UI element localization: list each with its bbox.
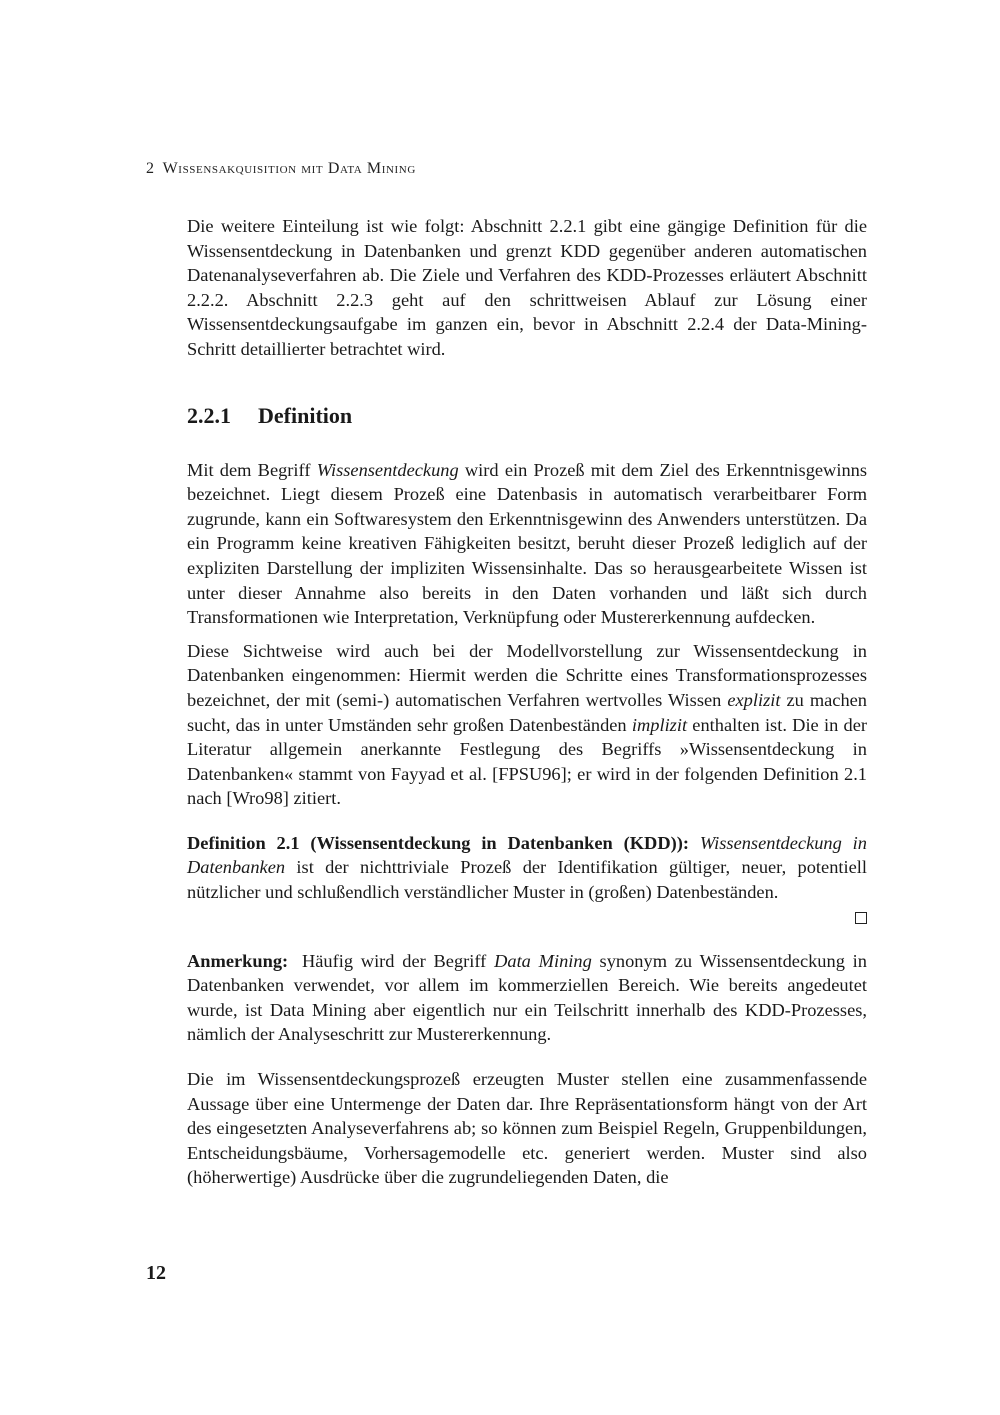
remark-block — [187, 949, 867, 1047]
section-heading — [187, 402, 867, 430]
definition-emphasis: Wissensentdeckung in Datenbanken — [187, 832, 867, 878]
text-span: enthalten ist. Die in der Literatur allgemein anerkannte Festlegung des Begriffs »Wissensentdeckung in Datenbanken« stammt von Fayyad et al. [FPSU96]; er wird in der folgenden Definition 2.1 nach [Wro98] zitiert. — [187, 714, 867, 809]
text-span: wird ein Prozeß mit dem Ziel des Erkenntnisgewinns bezeichnet. Liegt diesem Prozeß eine Datenbasis in automatisch verarbeitbarer Form zugrunde, kann ein Softwaresystem den Erkenntnisgewinn des Anwenders unterstützen. Da ein Programm keine kreativen Fähigkeiten besitzt, beruht dieser Prozeß lediglich auf der expliziten Darstellung der impliziten Wissensinhalte. Das so herausgearbeitete Wissen ist unter dieser Annahme also bereits in den Daten vorhanden und läßt sich durch Transformationen wie Interpretation, Verknüpfung oder Mustererkennung aufdecken. — [187, 459, 867, 628]
text-span: Mit dem Begriff — [187, 459, 317, 480]
page-number: 12 — [146, 1262, 166, 1284]
definition-body: ist der nichttriviale Prozeß der Identifikation gültiger, neuer, potentiell nützlicher und schlußendlich verständlicher Muster in (großen) Datenbeständen. — [187, 857, 867, 903]
patterns-paragraph: Die im Wissensentdeckungsprozeß erzeugten Muster stellen eine zusammenfassende Aussage über eine Untermenge der Daten dar. Ihre Repräsentationsform hängt von der Art des eingesetzten Analyseverfahrens ab; so können zum Beispiel Regeln, Gruppenbildungen, Entscheidungsbäume, Vorhersagemodelle etc. generiert werden. Muster sind also (höherwertige) Ausdrücke über die zugrundeliegenden Daten, die — [187, 1069, 867, 1188]
intro-paragraph: Die weitere Einteilung ist wie folgt: Abschnitt 2.2.1 gibt eine gängige Definition für die Wissensentdeckung in Datenbanken und grenzt KDD gegenüber anderen automatischen Datenanalyseverfahren ab. Die Ziele und Verfahren des KDD-Prozesses erläutert Abschnitt 2.2.2. Abschnitt 2.2.3 geht auf den schrittweisen Ablauf zur Lösung einer Wissensentdeckungsaufgabe im ganzen ein, bevor in Abschnitt 2.2.4 der Data-Mining-Schritt detaillierter betrachtet wird. — [187, 216, 867, 359]
remark-label: Anmerkung: — [187, 950, 289, 971]
definition-block — [187, 831, 867, 905]
emphasis-term: Wissensentdeckung — [316, 459, 459, 480]
section-title: Definition — [258, 402, 353, 428]
running-head — [146, 160, 416, 178]
definition-label: Definition 2.1 (Wissensentdeckung in Datenbanken (KDD)): — [187, 832, 689, 853]
text-span: zu machen sucht, das in unter Umständen sehr großen Datenbeständen — [187, 689, 867, 735]
text-span: Diese Sichtweise wird auch bei der Modellvorstellung zur Wissensentdeckung in Datenbanken eingenommen: Hiermit werden die Schritte eines Transformationsprozesses bezeichnet, der mit (semi-) automatischen Verfahren wertvolles Wissen — [187, 640, 867, 710]
qed-line — [187, 905, 867, 927]
page-body — [187, 214, 867, 1190]
text-span: Häufig wird der Begriff — [301, 950, 495, 971]
qed-square-icon — [855, 912, 867, 924]
definition-paragraph-1 — [187, 458, 867, 630]
section-number: 2.2.1 — [187, 402, 231, 428]
emphasis-term: explizit — [727, 689, 781, 710]
definition-paragraph-2 — [187, 639, 867, 811]
chapter-number: 2 — [146, 160, 155, 177]
emphasis-term: implizit — [631, 714, 688, 735]
text-span: synonym zu Wissensentdeckung in Datenbanken verwendet, vor allem im kommerziellen Bereich. Wie bereits angedeutet wurde, ist Data Mining aber eigentlich nur ein Teilschritt innerhalb des KDD-Prozesses, nämlich der Analyseschritt zur Mustererkennung. — [187, 950, 867, 1045]
chapter-title: Wissensakquisition mit Data Mining — [162, 160, 416, 177]
emphasis-term: Data Mining — [494, 950, 592, 971]
